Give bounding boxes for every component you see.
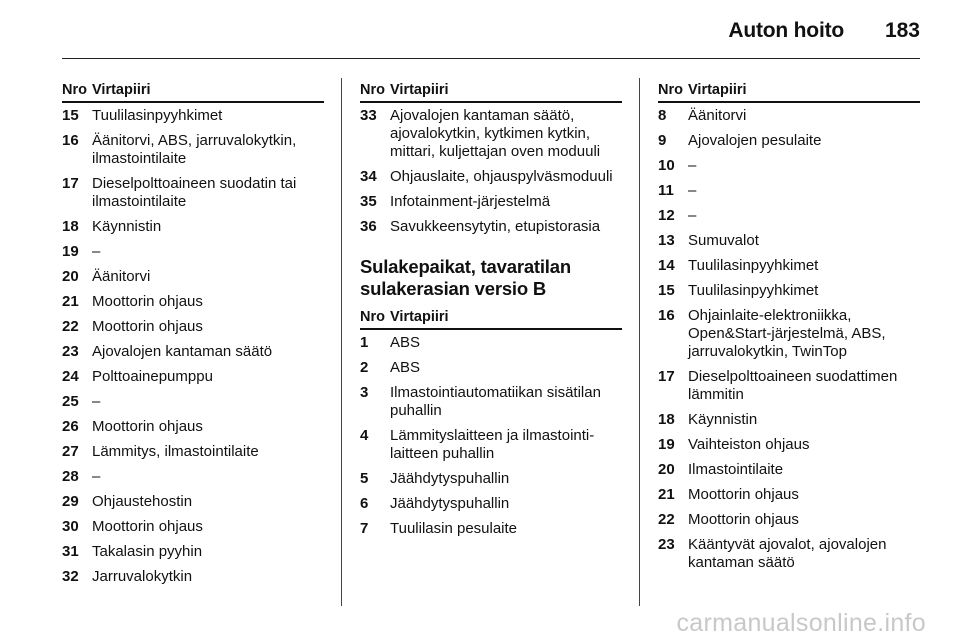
fuse-number: 23 — [658, 536, 675, 553]
fuse-table-b-continued — [658, 107, 920, 572]
table-row — [658, 511, 920, 529]
header-circuit: Virtapiiri — [390, 309, 449, 325]
circuit-name: – — [92, 468, 101, 485]
fuse-number: 9 — [658, 132, 667, 149]
circuit-name: Moottorin ohjaus — [688, 511, 799, 528]
fuse-number: 4 — [360, 427, 369, 444]
table-row — [360, 168, 622, 186]
table-row — [62, 368, 324, 386]
circuit-name: Ajovalojen kantaman säätö — [92, 343, 273, 360]
table-row — [62, 393, 324, 411]
header-circuit: Virtapiiri — [92, 82, 151, 98]
circuit-name: – — [92, 243, 101, 260]
circuit-name: Dieselpolttoaineen suodatin tai ilmastointilaite — [92, 175, 297, 210]
table-row — [62, 343, 324, 361]
table-row — [658, 182, 920, 200]
column-divider — [341, 78, 342, 606]
circuit-name: Savukkeensytytin, etupistorasia — [390, 218, 601, 235]
fuse-number: 10 — [658, 157, 675, 174]
table-row — [62, 543, 324, 561]
fuse-table-a-continued — [360, 107, 622, 236]
circuit-name: Takalasin pyyhin — [92, 543, 203, 560]
fuse-number: 22 — [62, 318, 79, 335]
fuse-number: 13 — [658, 232, 675, 249]
circuit-name: Ohjaustehostin — [92, 493, 193, 510]
table-row — [62, 175, 324, 211]
column-2 — [360, 82, 622, 545]
fuse-number: 23 — [62, 343, 79, 360]
circuit-name: – — [688, 157, 697, 174]
fuse-number: 24 — [62, 368, 79, 385]
fuse-number: 16 — [62, 132, 79, 149]
fuse-number: 34 — [360, 168, 377, 185]
table-row — [62, 132, 324, 168]
table-row — [658, 536, 920, 572]
table-row — [658, 282, 920, 300]
fuse-number: 18 — [658, 411, 675, 428]
circuit-name: Äänitorvi — [688, 107, 747, 124]
header-nro: Nro — [62, 82, 87, 98]
circuit-name: Infotainment-järjestelmä — [390, 193, 551, 210]
fuse-number: 17 — [658, 368, 675, 385]
circuit-name: Jäähdytyspuhallin — [390, 470, 510, 487]
fuse-number: 19 — [62, 243, 79, 260]
header-nro: Nro — [360, 82, 385, 98]
circuit-name: Kääntyvät ajovalot, ajovalojen kantaman säätö — [688, 536, 887, 571]
circuit-name: Moottorin ohjaus — [688, 486, 799, 503]
table-row — [658, 257, 920, 275]
circuit-name: Moottorin ohjaus — [92, 318, 203, 335]
table-header — [360, 82, 622, 103]
fuse-number: 14 — [658, 257, 675, 274]
circuit-name: Jarruvalokytkin — [92, 568, 193, 585]
header-nro: Nro — [658, 82, 683, 98]
table-row — [360, 427, 622, 463]
fuse-number: 26 — [62, 418, 79, 435]
table-row — [62, 293, 324, 311]
circuit-name: – — [688, 207, 697, 224]
fuse-number: 21 — [62, 293, 79, 310]
header-circuit: Virtapiiri — [688, 82, 747, 98]
circuit-name: Moottorin ohjaus — [92, 518, 203, 535]
table-row — [658, 207, 920, 225]
fuse-number: 6 — [360, 495, 369, 512]
table-row — [62, 318, 324, 336]
fuse-number: 16 — [658, 307, 675, 324]
fuse-number: 32 — [62, 568, 79, 585]
circuit-name: Tuulilasin pesulaite — [390, 520, 518, 537]
fuse-number: 2 — [360, 359, 369, 376]
table-row — [62, 418, 324, 436]
header-rule — [62, 58, 920, 59]
circuit-name: Käynnistin — [688, 411, 758, 428]
table-row — [658, 368, 920, 404]
circuit-name: Tuulilasinpyyhkimet — [688, 257, 819, 274]
header-circuit: Virtapiiri — [390, 82, 449, 98]
table-row — [658, 461, 920, 479]
circuit-name: Äänitorvi — [92, 268, 151, 285]
table-row — [62, 218, 324, 236]
table-row — [360, 470, 622, 488]
fuse-table-b — [360, 334, 622, 538]
table-row — [658, 411, 920, 429]
circuit-name: ABS — [390, 334, 421, 351]
table-row — [658, 436, 920, 454]
page-header — [0, 0, 960, 50]
circuit-name: Käynnistin — [92, 218, 162, 235]
circuit-name: – — [688, 182, 697, 199]
circuit-name: Ohjauslaite, ohjauspylväsmoduuli — [390, 168, 613, 185]
circuit-name: Äänitorvi, ABS, jarruvalokytkin, ilmastointilaite — [92, 132, 297, 167]
fuse-number: 20 — [62, 268, 79, 285]
table-row — [62, 243, 324, 261]
table-row — [360, 334, 622, 352]
fuse-number: 5 — [360, 470, 369, 487]
section-title: Sulakepaikat, tavaratilan sulakerasian versio B — [360, 256, 571, 299]
fuse-number: 29 — [62, 493, 79, 510]
circuit-name: Ajovalojen pesulaite — [688, 132, 822, 149]
fuse-number: 21 — [658, 486, 675, 503]
circuit-name: Tuulilasinpyyhkimet — [92, 107, 223, 124]
fuse-number: 33 — [360, 107, 377, 124]
page-title: Auton hoito — [728, 19, 844, 42]
fuse-number: 22 — [658, 511, 675, 528]
circuit-name: Dieselpolttoaineen suodattimen lämmitin — [688, 368, 898, 403]
table-row — [62, 443, 324, 461]
table-row — [62, 568, 324, 586]
circuit-name: Polttoainepumppu — [92, 368, 213, 385]
circuit-name: Ilmastointilaite — [688, 461, 784, 478]
circuit-name: Ajovalojen kantaman säätö, ajovalokytkin, kytkimen kytkin, mittari, kuljettajan oven moduuli — [390, 107, 601, 160]
circuit-name: Lämmitys, ilmastointilaite — [92, 443, 259, 460]
fuse-number: 30 — [62, 518, 79, 535]
table-row — [658, 157, 920, 175]
circuit-name: Moottorin ohjaus — [92, 418, 203, 435]
table-row — [360, 495, 622, 513]
circuit-name: Sumuvalot — [688, 232, 759, 249]
circuit-name: – — [92, 393, 101, 410]
table-row — [62, 107, 324, 125]
table-row — [62, 468, 324, 486]
fuse-number: 17 — [62, 175, 79, 192]
column-3 — [658, 82, 920, 579]
table-row — [658, 107, 920, 125]
fuse-table-a — [62, 107, 324, 586]
fuse-number: 12 — [658, 207, 675, 224]
table-header — [360, 309, 622, 330]
header-nro: Nro — [360, 309, 385, 325]
fuse-number: 31 — [62, 543, 79, 560]
circuit-name: Jäähdytyspuhallin — [390, 495, 510, 512]
fuse-number: 15 — [658, 282, 675, 299]
circuit-name: Tuulilasinpyyhkimet — [688, 282, 819, 299]
fuse-number: 19 — [658, 436, 675, 453]
table-row — [360, 520, 622, 538]
table-row — [360, 193, 622, 211]
circuit-name: Moottorin ohjaus — [92, 293, 203, 310]
table-row — [62, 518, 324, 536]
watermark: carmanualsonline.info — [676, 609, 926, 637]
fuse-number: 8 — [658, 107, 667, 124]
fuse-number: 15 — [62, 107, 79, 124]
table-row — [360, 107, 622, 161]
fuse-number: 36 — [360, 218, 377, 235]
table-row — [658, 232, 920, 250]
table-row — [658, 132, 920, 150]
fuse-number: 3 — [360, 384, 369, 401]
fuse-number: 25 — [62, 393, 79, 410]
column-divider — [639, 78, 640, 606]
fuse-number: 11 — [658, 182, 674, 199]
fuse-number: 7 — [360, 520, 369, 537]
table-row — [62, 268, 324, 286]
table-row — [360, 218, 622, 236]
circuit-name: Lämmityslaitteen ja ilmastointilaitteen puhallin — [390, 427, 595, 462]
table-row — [658, 307, 920, 361]
fuse-number: 20 — [658, 461, 675, 478]
fuse-number: 35 — [360, 193, 377, 210]
table-row — [62, 493, 324, 511]
table-header — [658, 82, 920, 103]
circuit-name: Ilmastointiautomatiikan sisätilan puhallin — [390, 384, 601, 419]
fuse-number: 27 — [62, 443, 79, 460]
table-row — [658, 486, 920, 504]
table-header — [62, 82, 324, 103]
column-1 — [62, 82, 324, 593]
fuse-number: 18 — [62, 218, 79, 235]
table-row — [360, 384, 622, 420]
circuit-name: ABS — [390, 359, 421, 376]
circuit-name: Vaihteiston ohjaus — [688, 436, 810, 453]
circuit-name: Ohjainlaite-elektroniikka, Open&Start-järjestelmä, ABS, jarruvalokytkin, TwinTop — [688, 307, 886, 360]
fuse-number: 28 — [62, 468, 79, 485]
page-number: 183 — [884, 19, 920, 42]
table-row — [360, 359, 622, 377]
fuse-number: 1 — [360, 334, 369, 351]
